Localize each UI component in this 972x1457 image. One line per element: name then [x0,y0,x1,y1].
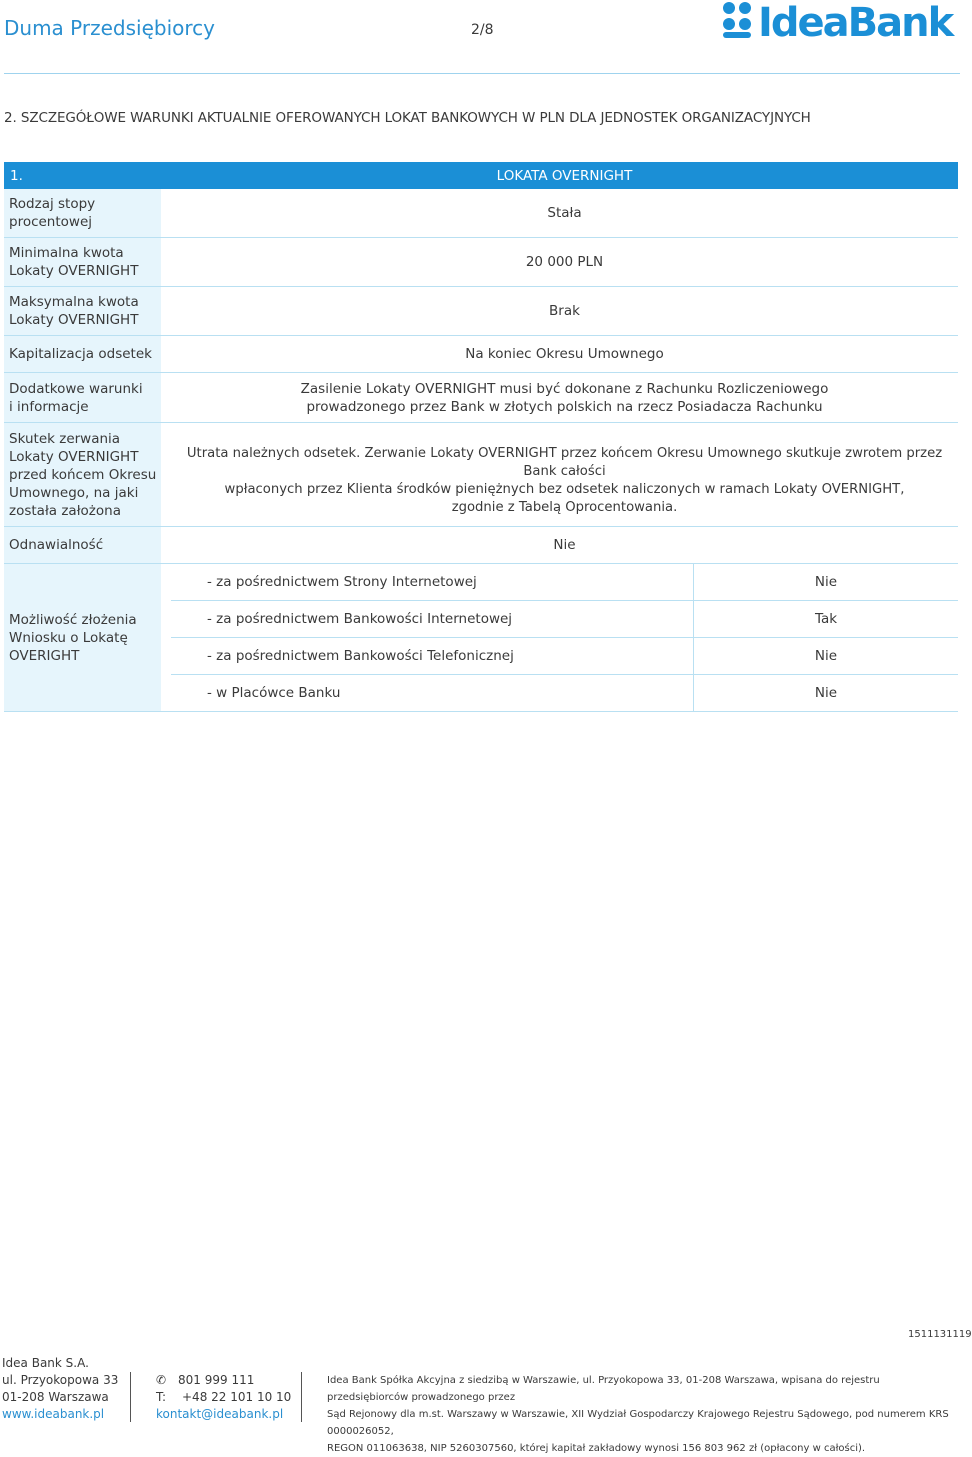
phone-icon: ✆ [156,1373,167,1387]
phone-number: 801 999 111 [178,1373,255,1387]
footer-divider [130,1372,131,1422]
channel-name: - w Placówce Banku [171,675,694,712]
header-divider [4,73,960,74]
svg-text:IdeaBank: IdeaBank [758,0,953,46]
channel-row [4,564,958,601]
row-label: Minimalna kwota Lokaty OVERNIGHT [4,238,161,287]
row-value: 20 000 PLN [171,238,958,287]
table-row [4,287,958,336]
legal-line: REGON 011063638, NIP 5260307560, której kapitał zakładowy wynosi 156 803 962 zł (opłacony w całości). [327,1443,866,1454]
table-row [4,336,958,373]
channels-label: Możliwość złożenia Wniosku o Lokatę OVERIGHT [4,564,161,712]
channel-name: - za pośrednictwem Strony Internetowej [171,564,694,601]
table-row [4,527,958,564]
row-value: Zasilenie Lokaty OVERNIGHT musi być dokonane z Rachunku Rozliczeniowego prowadzonego przez Bank w złotych polskich na rzecz Posiadacza Rachunku [171,373,958,423]
legal-line: Sąd Rejonowy dla m.st. Warszawy w Warszawie, XII Wydział Gospodarczy Krajowego Rejestru Sądowego, pod numerem KRS 0000026052, [327,1409,949,1437]
footer-divider-2 [301,1372,302,1422]
channel-value: Tak [694,601,959,638]
table-number: 1. [4,162,161,189]
document-title: Duma Przedsiębiorcy [4,16,215,40]
footer-legal [327,1372,959,1457]
footer-contact [156,1372,291,1423]
email-link[interactable]: kontakt@ideabank.pl [156,1407,284,1421]
row-value: Utrata należnych odsetek. Zerwanie Lokaty OVERNIGHT przez końcem Okresu Umownego skutkuje zwrotem przez Bank całości wpłaconych przez Klienta środków pieniężnych bez odsetek naliczonych w ramach Lokaty OVERNIGHT, zgodnie z Tabelą Oprocentowania. [171,423,958,527]
footer-company [2,1355,118,1423]
row-value: Brak [171,287,958,336]
row-value: Stała [171,189,958,238]
row-label: Odnawialność [4,527,161,564]
legal-line: Idea Bank Spółka Akcyjna z siedzibą w Warszawie, ul. Przyokopowa 33, 01-208 Warszawa, wpisana do rejestru przedsiębiorców prowadzonego przez [327,1375,880,1403]
row-label: Rodzaj stopy procentowej [4,189,161,238]
table-header-row [4,162,958,189]
table-row [4,423,958,527]
row-label: Maksymalna kwota Lokaty OVERNIGHT [4,287,161,336]
row-value: Nie [171,527,958,564]
company-name: Idea Bank S.A. [2,1356,89,1370]
channel-value: Nie [694,564,959,601]
idea-bank-logo [720,0,960,46]
row-label: Kapitalizacja odsetek [4,336,161,373]
overnight-deposit-table [4,162,958,712]
row-value: Na koniec Okresu Umownego [171,336,958,373]
tel-label: T: [156,1390,167,1404]
company-city: 01-208 Warszawa [2,1390,109,1404]
table-row [4,238,958,287]
document-code: 1511131119 [908,1329,972,1340]
tel-number: +48 22 101 10 10 [182,1390,292,1404]
channel-name: - za pośrednictwem Bankowości Telefonicznej [171,638,694,675]
table-title: LOKATA OVERNIGHT [171,162,958,189]
row-label: Dodatkowe warunki i informacje [4,373,161,423]
website-link[interactable]: www.ideabank.pl [2,1407,105,1421]
table-row [4,189,958,238]
page-number: 2/8 [471,22,494,38]
row-label: Skutek zerwania Lokaty OVERNIGHT przed końcem Okresu Umownego, na jaki została założona [4,423,161,527]
channel-value: Nie [694,638,959,675]
channel-name: - za pośrednictwem Bankowości Internetowej [171,601,694,638]
company-street: ul. Przyokopowa 33 [2,1373,119,1387]
table-row [4,373,958,423]
channel-value: Nie [694,675,959,712]
section-title: 2. SZCZEGÓŁOWE WARUNKI AKTUALNIE OFEROWANYCH LOKAT BANKOWYCH W PLN DLA JEDNOSTEK ORGANIZACYJNYCH [4,110,811,126]
